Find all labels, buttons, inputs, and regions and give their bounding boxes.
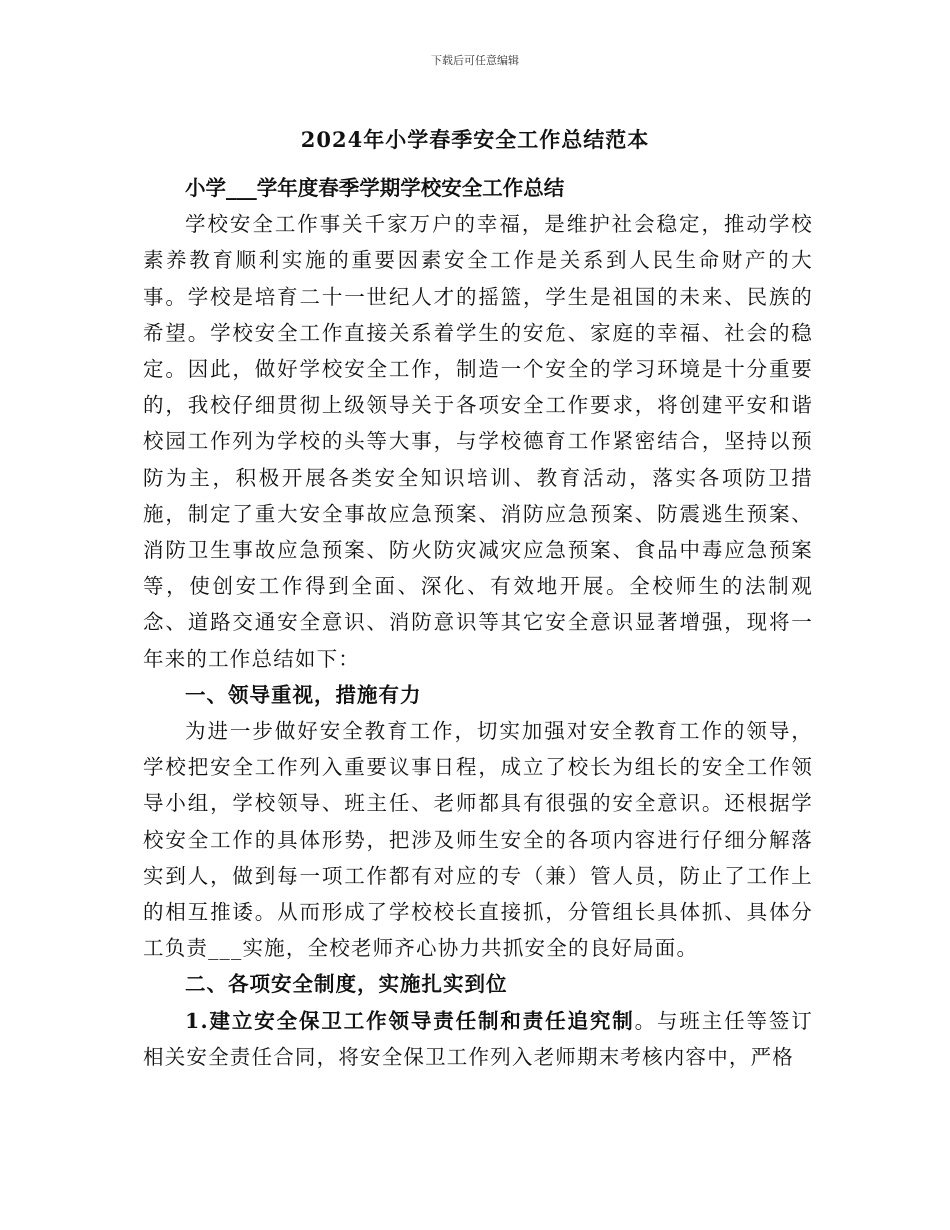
section-1-heading: 一、领导重视，措施有力: [185, 682, 422, 707]
item-1-paragraph: [143, 1003, 813, 1075]
section-1-paragraph: 为进一步做好安全教育工作，切实加强对安全教育工作的领导，学校把安全工作列入重要议事日程，成立了校长为组长的安全工作领导小组，学校领导、班主任、老师都具有很强的安全意识。还根据学校安全工作的具体形势，把涉及师生安全的各项内容进行仔细分解落实到人，做到每一项工作都有对应的专（兼）管人员，防止了工作上的相互推诿。从而形成了学校校长直接抓，分管组长具体抓、具体分工负责___实施，全校老师齐心协力共抓安全的良好局面。: [143, 719, 813, 961]
item-1-lead: 1.建立安全保卫工作领导责任制和责任追究制: [185, 1008, 635, 1033]
intro-paragraph: 学校安全工作事关千家万户的幸福，是维护社会稳定，推动学校素养教育顺利实施的重要因素安全工作是关系到人民生命财产的大事。学校是培育二十一世纪人才的摇篮，学生是祖国的未来、民族的希望。学校安全工作直接关系着学生的安危、家庭的幸福、社会的稳定。因此，做好学校安全工作，制造一个安全的学习环境是十分重要的，我校仔细贯彻上级领导关于各项安全工作要求，将创建平安和谐校园工作列为学校的头等大事，与学校德育工作紧密结合，坚持以预防为主，积极开展各类安全知识培训、教育活动，落实各项防卫措施，制定了重大安全事故应急预案、消防应急预案、防震逃生预案、消防卫生事故应急预案、防火防灾减灾应急预案、食品中毒应急预案等，使创安工作得到全面、深化、有效地开展。全校师生的法制观念、道路交通安全意识、消防意识等其它安全意识显著增强，现将一年来的工作总结如下：: [143, 212, 813, 671]
item-1-text: 。与班主任等签订相关安全责任合同，将安全保卫工作列入老师期末考核内容中，严格: [143, 1008, 813, 1069]
page-header-note: 下载后可任意编辑: [431, 54, 519, 67]
document-title: 2024年小学春季安全工作总结范本: [300, 127, 650, 152]
document-body: [143, 170, 813, 1075]
document-subtitle: 小学___学年度春季学期学校安全工作总结: [185, 176, 565, 200]
section-2-heading: 二、各项安全制度，实施扎实到位: [185, 972, 508, 997]
